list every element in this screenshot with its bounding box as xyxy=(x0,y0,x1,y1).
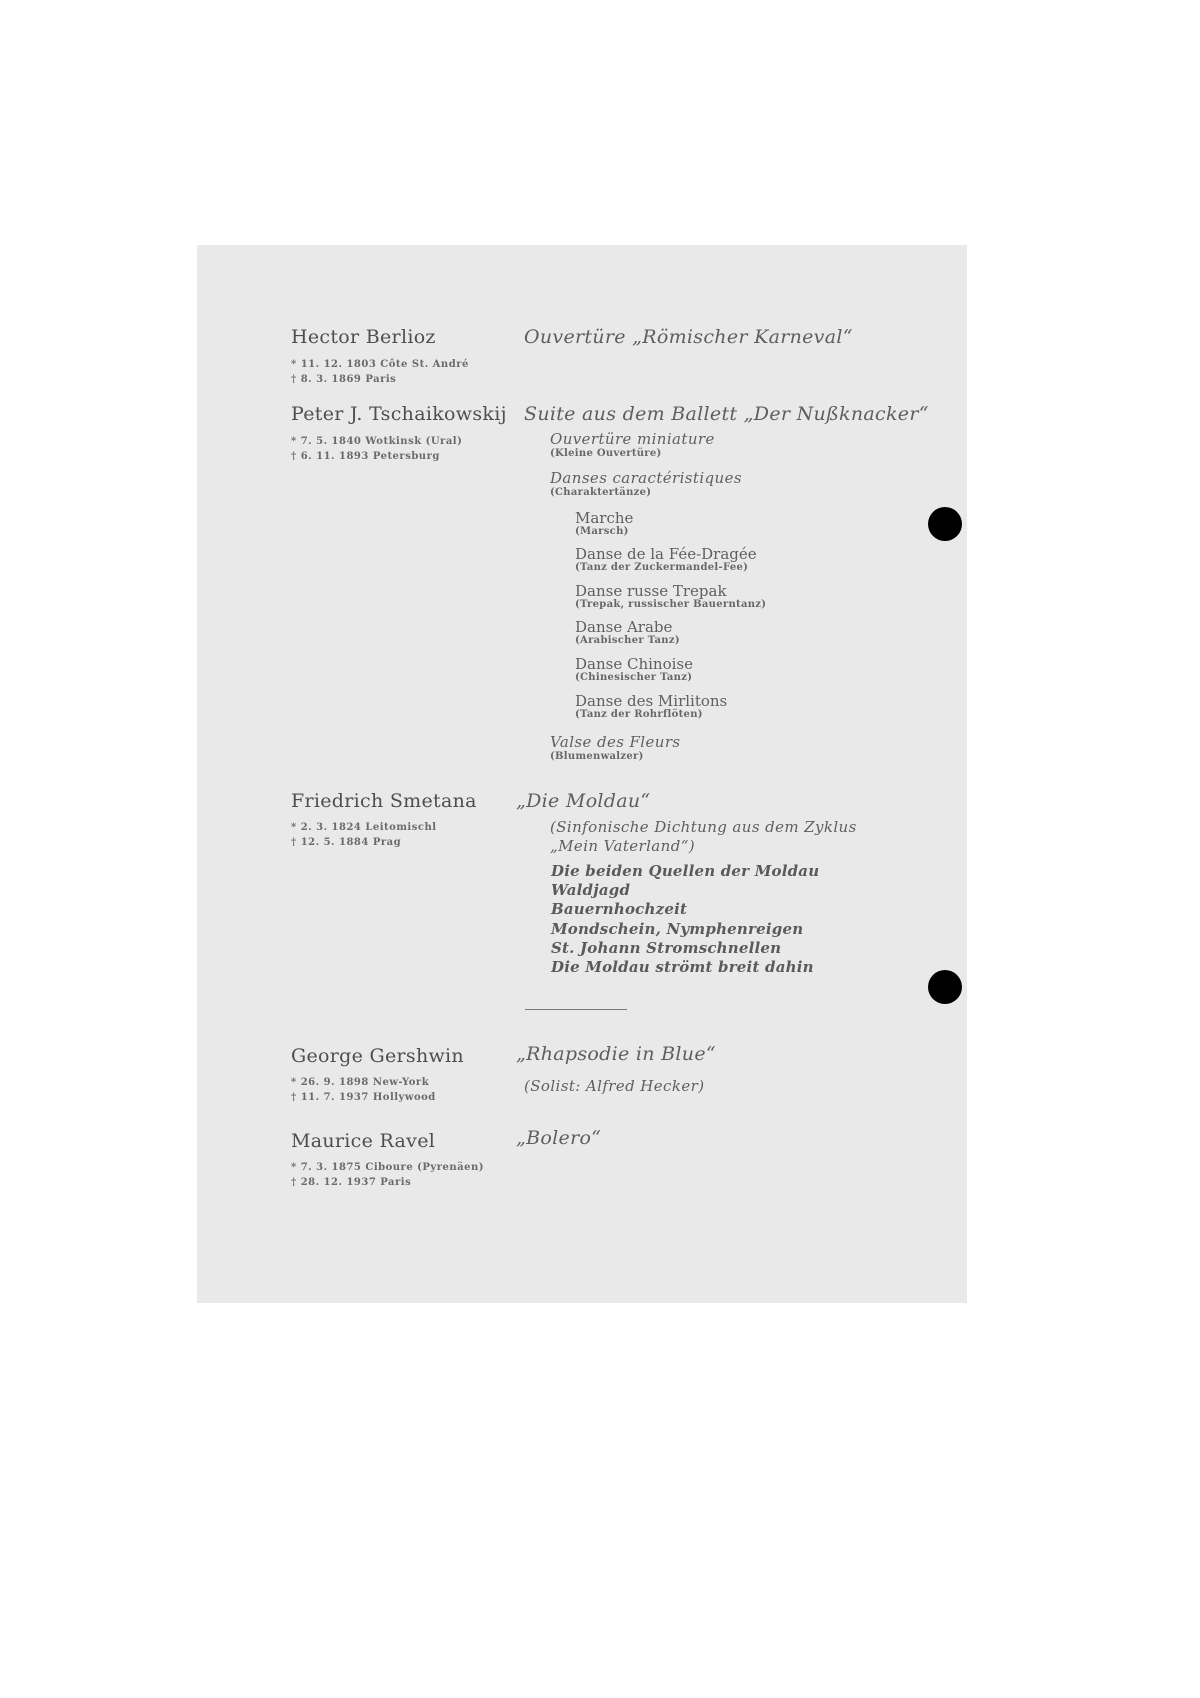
composer-death: † 28. 12. 1937 Paris xyxy=(291,1177,412,1188)
dance-title: Danse Arabe xyxy=(575,618,673,636)
work-part: Mondschein, Nymphenreigen xyxy=(551,920,804,938)
dance-title: Danse russe Trepak xyxy=(575,582,727,600)
movement-translation: (Charaktertänze) xyxy=(550,487,652,498)
composer-birth: * 11. 12. 1803 Côte St. André xyxy=(291,359,469,370)
section-divider xyxy=(525,1009,627,1010)
dance-translation: (Marsch) xyxy=(575,526,629,537)
composer-name: George Gershwin xyxy=(291,1045,464,1067)
composer-name: Friedrich Smetana xyxy=(291,790,477,812)
movement-title: Ouvertüre miniature xyxy=(550,430,715,448)
dance-translation: (Chinesischer Tanz) xyxy=(575,672,693,683)
composer-name: Hector Berlioz xyxy=(291,326,436,348)
composer-birth: * 7. 5. 1840 Wotkinsk (Ural) xyxy=(291,436,463,447)
composer-birth: * 7. 3. 1875 Ciboure (Pyrenäen) xyxy=(291,1162,484,1173)
work-part: Bauernhochzeit xyxy=(551,900,688,918)
work-soloist: (Solist: Alfred Hecker) xyxy=(524,1077,705,1095)
dance-title: Marche xyxy=(575,509,634,527)
dance-translation: (Tanz der Zuckermandel-Fee) xyxy=(575,562,749,573)
dance-title: Danse des Mirlitons xyxy=(575,692,728,710)
dance-translation: (Arabischer Tanz) xyxy=(575,635,680,646)
movement-title: Valse des Fleurs xyxy=(550,733,681,751)
work-note: „Mein Vaterland“) xyxy=(550,837,696,855)
dance-title: Danse Chinoise xyxy=(575,655,693,673)
work-title: „Bolero“ xyxy=(516,1127,602,1149)
composer-name: Maurice Ravel xyxy=(291,1130,436,1152)
dance-translation: (Trepak, russischer Bauerntanz) xyxy=(575,599,767,610)
work-title: Suite aus dem Ballett „Der Nußknacker“ xyxy=(524,403,929,425)
composer-name: Peter J. Tschaikowskij xyxy=(291,403,507,425)
composer-death: † 8. 3. 1869 Paris xyxy=(291,374,397,385)
movement-title: Danses caractéristiques xyxy=(550,469,742,487)
composer-death: † 11. 7. 1937 Hollywood xyxy=(291,1092,436,1103)
work-part: St. Johann Stromschnellen xyxy=(551,939,782,957)
punch-hole-upper xyxy=(928,507,962,541)
work-title: „Die Moldau“ xyxy=(516,790,651,812)
dance-translation: (Tanz der Rohrflöten) xyxy=(575,709,703,720)
work-part: Die Moldau strömt breit dahin xyxy=(551,958,814,976)
work-part: Die beiden Quellen der Moldau xyxy=(551,862,820,880)
work-part: Waldjagd xyxy=(551,881,631,899)
composer-death: † 12. 5. 1884 Prag xyxy=(291,837,402,848)
composer-birth: * 2. 3. 1824 Leitomischl xyxy=(291,822,437,833)
composer-birth: * 26. 9. 1898 New-York xyxy=(291,1077,430,1088)
work-note: (Sinfonische Dichtung aus dem Zyklus xyxy=(550,818,857,836)
dance-title: Danse de la Fée-Dragée xyxy=(575,545,757,563)
punch-hole-lower xyxy=(928,970,962,1004)
movement-translation: (Kleine Ouvertüre) xyxy=(550,448,662,459)
work-title: „Rhapsodie in Blue“ xyxy=(516,1043,716,1065)
composer-death: † 6. 11. 1893 Petersburg xyxy=(291,451,440,462)
movement-translation: (Blumenwalzer) xyxy=(550,751,644,762)
work-title: Ouvertüre „Römischer Karneval“ xyxy=(524,326,853,348)
